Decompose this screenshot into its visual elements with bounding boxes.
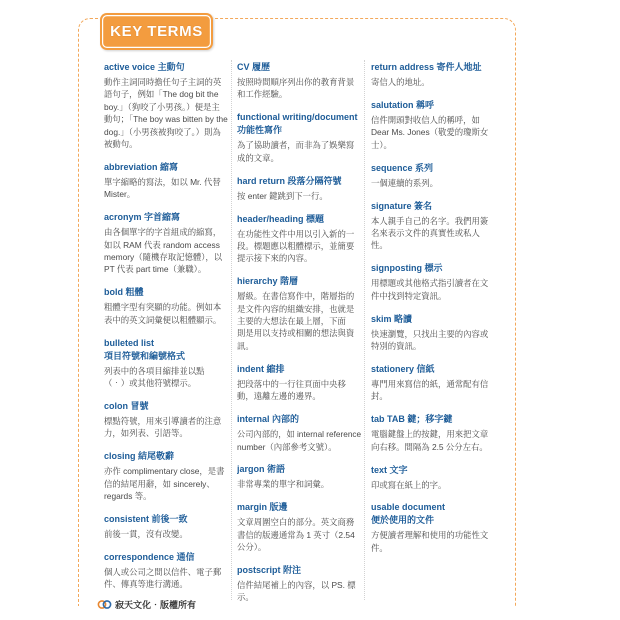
entry-term-zh: 便於使用的文件: [371, 515, 435, 526]
description-line: [371, 227, 497, 239]
description-text: 一個連續的系列。: [371, 177, 438, 188]
glossary-entry: [237, 363, 361, 403]
entry-term-zh: 段落分隔符號: [287, 175, 342, 186]
entry-description: [237, 516, 361, 553]
entry-description: [371, 328, 497, 353]
description-text: 件、傳真等進行溝通。: [104, 579, 188, 590]
entry-heading: [104, 450, 228, 463]
entry-term: hierarchy: [237, 276, 278, 287]
glossary-entry: [104, 161, 228, 201]
entry-term-zh: 內部的: [272, 414, 300, 425]
entry-term: text: [371, 464, 388, 475]
entry-term-zh: 前後一致: [151, 514, 188, 525]
entry-term: CV: [237, 62, 250, 72]
description-text: 亦作 complimentary close，是書: [104, 466, 225, 477]
description-line: [237, 591, 361, 603]
entry-term: salutation: [371, 99, 414, 110]
entry-heading: [237, 61, 361, 74]
entry-term: signposting: [371, 263, 422, 274]
description-line: [237, 303, 361, 315]
entry-term-zh: 系列: [415, 162, 434, 173]
description-text: 被動句。: [104, 139, 138, 150]
description-line: [237, 428, 361, 440]
entry-heading: [104, 161, 228, 174]
description-line: [104, 113, 228, 125]
entry-heading: [237, 213, 361, 226]
glossary-entry: [371, 162, 497, 189]
publisher-logo-icon: [97, 599, 112, 610]
entry-term: sequence: [371, 162, 413, 173]
description-text: 向右移。間隔為 2.5 公分左右。: [371, 441, 488, 452]
glossary-entry: [371, 262, 497, 302]
description-line: [371, 378, 497, 390]
entry-heading: [104, 400, 228, 413]
entry-heading: [371, 413, 497, 426]
entry-description: [104, 365, 228, 390]
description-text: 信件開頭對收信人的稱呼，如: [371, 114, 480, 125]
entry-term-zh: 寄件人地址: [436, 62, 482, 72]
entry-heading: [104, 513, 228, 526]
entry-description: [237, 378, 361, 403]
description-line: [104, 176, 228, 188]
description-line: [371, 277, 497, 289]
description-line: [104, 76, 228, 88]
description-line: [371, 215, 497, 227]
description-text: 特別的資訊。: [371, 340, 422, 351]
entry-term-zh: 信紙: [416, 363, 435, 374]
description-text: 表中的英文詞彙便以粗體顯示。: [104, 314, 222, 325]
description-line: [104, 427, 228, 439]
description-line: [104, 251, 228, 263]
entry-term: hard return: [237, 175, 286, 186]
description-line: [237, 327, 361, 339]
description-line: [104, 239, 228, 251]
description-line: [104, 314, 228, 326]
entry-description: [371, 215, 497, 252]
glossary-entry: [371, 413, 497, 453]
glossary-entry: [237, 61, 361, 101]
glossary-entry: [371, 200, 497, 252]
entry-description: [371, 479, 497, 491]
description-line: [237, 541, 361, 553]
entry-heading: [237, 111, 361, 137]
entry-heading: [371, 363, 497, 376]
entry-heading: [237, 564, 361, 577]
entry-term-zh: 簽名: [414, 200, 433, 211]
description-line: [237, 529, 361, 541]
description-line: [237, 76, 361, 88]
description-text: 動，遠離左邊的邊界。: [237, 391, 321, 402]
description-text: 印或寫在紙上的字。: [371, 479, 447, 490]
entry-term: stationery: [371, 363, 415, 374]
description-text: 列表中的各項目縮排並以點: [104, 365, 205, 376]
description-line: [104, 138, 228, 150]
glossary-entry: [104, 513, 228, 540]
description-line: [104, 263, 228, 275]
entry-term-zh: 項目符號和編號格式: [104, 350, 186, 361]
entry-description: [104, 566, 228, 591]
entry-term-zh: 字首縮寫: [144, 212, 181, 223]
description-text: 在功能性文件中用以引入新的一: [237, 228, 355, 239]
entry-term-zh: 附注: [283, 565, 302, 576]
description-line: [237, 290, 361, 302]
glossary-entry: [104, 286, 228, 326]
entry-term: indent: [237, 363, 264, 374]
entry-description: [104, 76, 228, 150]
description-line: [371, 340, 497, 352]
description-text: 則是用以支持或相關的想法與資: [237, 328, 355, 339]
description-text: 段。標題應以粗體標示，並簡要: [237, 240, 355, 251]
description-text: 非常專業的單字和詞彙。: [237, 479, 330, 490]
description-line: [104, 490, 228, 502]
column-divider: [364, 60, 365, 600]
description-text: 快速瀏覽，只找出主要的內容或: [371, 328, 489, 339]
description-line: [237, 139, 361, 151]
entry-term-zh: 版邊: [269, 502, 288, 513]
entry-description: [237, 228, 361, 265]
description-text: 名來表示文件的真實性或私人: [371, 227, 480, 238]
description-text: 信件結尾補上的內容，以 PS. 標: [237, 580, 356, 591]
description-text: dog.」（小男孩被狗咬了。）則為: [104, 126, 221, 137]
glossary-entry: [237, 413, 361, 453]
entry-heading: [104, 337, 228, 363]
glossary-column-1: [104, 61, 228, 613]
description-text: 公分）。: [237, 542, 267, 553]
description-text: 前後一貫，沒有改變。: [104, 529, 188, 540]
description-text: 如以 RAM 代表 random access: [104, 239, 220, 250]
glossary-entry: [237, 111, 361, 164]
description-text: 信的結尾用辭，如 sincerely、: [104, 478, 215, 489]
entry-heading: [237, 363, 361, 376]
entry-term: correspondence: [104, 551, 175, 562]
entry-term: skim: [371, 313, 392, 324]
description-line: [371, 479, 497, 491]
entry-term: usable document: [371, 502, 446, 513]
entry-term: colon: [104, 401, 128, 411]
entry-description: [237, 478, 361, 490]
description-text: 標點符號，用來引導讀者的注意: [104, 416, 222, 426]
entry-term: margin: [237, 502, 268, 513]
description-text: 力，如列表、引語等。: [104, 428, 188, 439]
description-text: 訊。: [237, 340, 254, 351]
description-text: （‧）或其他符號標示。: [104, 378, 197, 389]
description-line: [104, 566, 228, 578]
entry-term-zh: TAB 鍵；移字鍵: [387, 414, 453, 425]
description-line: [104, 188, 228, 200]
entry-heading: [371, 501, 497, 527]
footer: [97, 597, 196, 611]
description-text: 層級。在書信寫作中，階層指的: [237, 291, 355, 302]
description-line: [371, 428, 497, 440]
entry-description: [104, 301, 228, 326]
description-text: PT 代表 part time（兼職）。: [104, 264, 207, 275]
description-line: [237, 340, 361, 352]
entry-term-zh: 標題: [306, 213, 325, 224]
glossary-entry: [371, 501, 497, 554]
description-line: [237, 478, 361, 490]
description-line: [237, 390, 361, 402]
page-title: KEY TERMS: [110, 23, 203, 40]
entry-term-zh: 縮寫: [160, 161, 179, 172]
description-text: Mister。: [104, 189, 136, 200]
glossary-entry: [237, 501, 361, 553]
description-text: 是文件內容的組織安排，也就是: [237, 303, 355, 314]
publisher-copyright: 寂天文化‧版權所有: [115, 600, 197, 611]
glossary-entry: [371, 61, 497, 88]
glossary-entry: [237, 213, 361, 265]
entry-heading: [104, 551, 228, 564]
entry-heading: [371, 464, 497, 477]
description-line: [371, 441, 497, 453]
entry-heading: [371, 262, 497, 275]
description-line: [104, 101, 228, 113]
description-line: [371, 114, 497, 126]
entry-heading: [237, 275, 361, 288]
entry-heading: [371, 200, 497, 213]
entry-description: [104, 415, 228, 440]
description-text: 書信的版邊通常為 1 英寸（2.54: [237, 529, 355, 540]
entry-description: [237, 76, 361, 101]
description-line: [237, 190, 361, 202]
glossary-entry: [104, 337, 228, 390]
description-text: 語句子，例如「The dog bit the: [104, 89, 219, 100]
description-line: [237, 228, 361, 240]
description-line: [237, 579, 361, 591]
entry-term: header/heading: [237, 213, 304, 224]
entry-term-zh: 術語: [267, 464, 286, 475]
description-text: 動作主詞同時擔任句子主詞的英: [104, 77, 222, 87]
entry-description: [104, 465, 228, 502]
entry-description: [371, 378, 497, 403]
entry-heading: [104, 286, 228, 299]
description-text: 把段落中的一行往頁面中央移: [237, 378, 346, 389]
entry-heading: [104, 211, 228, 224]
description-line: [371, 239, 497, 251]
entry-description: [237, 290, 361, 352]
description-text: number（內部參考文號）。: [237, 441, 337, 452]
description-line: [237, 378, 361, 390]
glossary-entry: [371, 313, 497, 353]
description-line: [104, 88, 228, 100]
entry-term-zh: 履歷: [252, 62, 271, 72]
entry-term: closing: [104, 451, 136, 462]
entry-term-zh: 階層: [280, 276, 299, 287]
description-text: 按 enter 鍵跳到下一行。: [237, 190, 328, 201]
description-line: [371, 177, 497, 189]
description-text: 本人親手自己的名字。我們用簽: [371, 215, 489, 226]
entry-term-zh: 文字: [389, 464, 408, 475]
entry-heading: [371, 162, 497, 175]
description-line: [237, 240, 361, 252]
description-text: 示。: [237, 592, 254, 603]
description-text: 和工作經驗。: [237, 89, 288, 100]
entry-heading: [371, 99, 497, 112]
description-line: [371, 529, 497, 541]
entry-term-zh: 稱呼: [416, 99, 435, 110]
description-text: 件中找到特定資訊。: [371, 290, 447, 301]
entry-term: active voice: [104, 62, 156, 72]
entry-term: signature: [371, 200, 412, 211]
entry-term-zh: 縮排: [266, 363, 285, 374]
entry-term: functional writing/document: [237, 112, 358, 123]
entry-description: [371, 529, 497, 554]
description-text: boy.」（狗咬了小男孩。）便是主: [104, 101, 220, 112]
key-terms-tab: [100, 13, 213, 50]
glossary-entry: [104, 400, 228, 440]
glossary-entry: [104, 211, 228, 276]
glossary-entry: [371, 363, 497, 403]
entry-term-zh: 冒號: [130, 401, 149, 411]
description-line: [371, 542, 497, 554]
entry-term-zh: 粗體: [125, 287, 144, 298]
description-text: regards 等。: [104, 491, 152, 502]
description-text: Dear Ms. Jones（敬愛的瓊斯女: [371, 127, 489, 138]
glossary-column-3: [371, 61, 497, 613]
entry-term: abbreviation: [104, 161, 158, 172]
entry-term: postscript: [237, 565, 281, 576]
glossary-entry: [237, 564, 361, 604]
description-line: [371, 76, 497, 88]
description-text: 動句；「The boy was bitten by the: [104, 114, 228, 125]
description-line: [237, 315, 361, 327]
glossary-entry: [104, 61, 228, 150]
description-line: [371, 126, 497, 138]
entry-term: tab: [371, 414, 385, 425]
description-line: [237, 152, 361, 164]
glossary-entry: [237, 175, 361, 202]
glossary-entry: [104, 450, 228, 502]
description-text: memory（隨機存取記憶體），以: [104, 252, 223, 263]
description-line: [237, 88, 361, 100]
description-line: [371, 390, 497, 402]
entry-description: [237, 190, 361, 202]
entry-term: return address: [371, 62, 435, 72]
description-text: 方便讀者理解和使用的功能性文: [371, 530, 489, 541]
entry-term-zh: 略讀: [394, 313, 413, 324]
description-text: 主要的大想法在最上層，下面: [237, 316, 346, 327]
description-line: [104, 365, 228, 377]
description-line: [104, 578, 228, 590]
description-text: 由各個單字的字首組成的縮寫，: [104, 227, 222, 238]
entry-description: [237, 428, 361, 453]
description-text: 電腦鍵盤上的按鍵，用來把文章: [371, 429, 489, 440]
description-text: 按照時間順序列出你的教育背景: [237, 77, 355, 87]
description-line: [104, 301, 228, 313]
description-text: 粗體字型有突顯的功能。例如本: [104, 302, 222, 313]
glossary-entry: [237, 275, 361, 352]
description-text: 專門用來寫信的紙，通常配有信: [371, 378, 489, 389]
entry-description: [104, 226, 228, 276]
description-text: 士）。: [371, 139, 392, 150]
description-text: 件。: [371, 542, 388, 553]
description-text: 為了協助讀者，而非為了娛樂寫: [237, 140, 355, 151]
entry-term: internal: [237, 414, 270, 425]
description-line: [371, 290, 497, 302]
glossary-entry: [371, 464, 497, 491]
entry-heading: [237, 501, 361, 514]
entry-heading: [371, 61, 497, 74]
entry-description: [371, 277, 497, 302]
glossary-entry: [104, 551, 228, 591]
description-line: [371, 328, 497, 340]
description-text: 成的文章。: [237, 152, 279, 163]
description-text: 用標題或其他格式指引讀者在文: [371, 278, 489, 289]
description-line: [237, 441, 361, 453]
description-line: [104, 478, 228, 490]
description-text: 封。: [371, 391, 388, 402]
description-line: [104, 465, 228, 477]
description-line: [237, 516, 361, 528]
entry-description: [371, 177, 497, 189]
glossary-column-2: [237, 61, 361, 613]
entry-description: [371, 114, 497, 151]
entry-heading: [237, 463, 361, 476]
entry-description: [371, 76, 497, 88]
glossary-entry: [371, 99, 497, 151]
entry-description: [104, 176, 228, 201]
entry-description: [237, 139, 361, 164]
description-line: [104, 528, 228, 540]
entry-term-zh: 主動句: [157, 62, 185, 72]
entry-term: consistent: [104, 514, 150, 525]
description-text: 個人或公司之間以信件、電子郵: [104, 566, 222, 577]
entry-term: bold: [104, 287, 123, 298]
entry-term-zh: 功能性寫作: [237, 125, 283, 136]
description-text: 寄信人的地址。: [371, 77, 430, 87]
entry-description: [371, 428, 497, 453]
entry-term-zh: 結尾敬辭: [138, 451, 175, 462]
entry-term: jargon: [237, 464, 265, 475]
description-line: [104, 226, 228, 238]
entry-term-zh: 通信: [176, 551, 195, 562]
column-divider: [231, 60, 232, 600]
description-text: 性。: [371, 240, 388, 251]
description-line: [237, 252, 361, 264]
description-text: 公司內部的，如 internal reference: [237, 429, 361, 440]
entry-heading: [371, 313, 497, 326]
glossary-entry: [237, 463, 361, 490]
entry-term: acronym: [104, 212, 142, 223]
description-line: [104, 415, 228, 427]
entry-heading: [237, 175, 361, 188]
entry-heading: [237, 413, 361, 426]
entry-description: [104, 528, 228, 540]
description-line: [104, 126, 228, 138]
description-line: [104, 377, 228, 389]
entry-term: bulleted list: [104, 337, 155, 348]
description-text: 文章周圍空白的部分。英文商務: [237, 517, 355, 528]
description-text: 提示接下來的內容。: [237, 253, 313, 264]
entry-heading: [104, 61, 228, 74]
description-text: 單字縮略的寫法，如以 Mr. 代替: [104, 176, 221, 187]
entry-description: [237, 579, 361, 604]
description-line: [371, 139, 497, 151]
entry-term-zh: 標示: [424, 263, 443, 274]
